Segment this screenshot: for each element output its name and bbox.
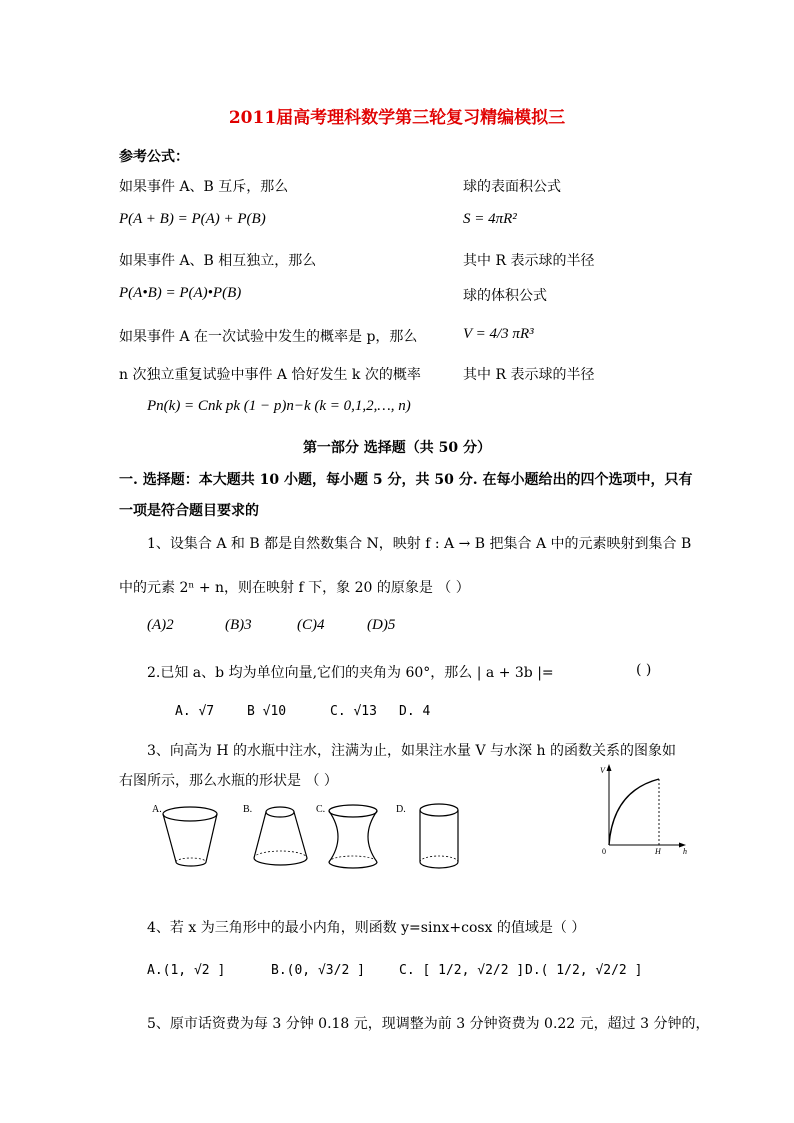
graph-x-label: h	[683, 847, 687, 855]
q5-stem: 5、原市话资费为每 3 分钟 0.18 元，现调整为前 3 分钟资费为 0.22 元，超过 3 分钟的，	[147, 1016, 710, 1032]
bottle-option-a	[152, 804, 217, 866]
sphere-radius-note-1: 其中 R 表示球的半径	[463, 253, 595, 269]
q2-option-a: A. √7	[175, 704, 215, 719]
q3-line1: 3、向高为 H 的水瓶中注水，注满为止，如果注水量 V 与水深 h 的函数关系的图象如	[147, 743, 676, 759]
q1-option-b: (B)3	[225, 617, 252, 633]
formula-bernoulli: Pn(k) = Cnk pk (1 − p)n−k (k = 0,1,2,…, n)	[147, 398, 411, 414]
q2-option-d: D. 4	[399, 704, 431, 719]
q4-stem: 4、若 x 为三角形中的最小内角，则函数 y=sinx+cosx 的值域是（ ）	[147, 920, 586, 936]
formula-independent: P(A•B) = P(A)•P(B)	[119, 285, 242, 301]
formulas-heading: 参考公式：	[119, 149, 189, 165]
q2-option-c: C. √13	[330, 704, 377, 719]
bottle-label-b: B.	[243, 804, 253, 815]
q2-stem: 2.已知 a、b 均为单位向量,它们的夹角为 60°，那么 | a + 3b |=	[147, 665, 554, 681]
sphere-volume-formula: V = 4/3 πR³	[463, 326, 534, 342]
sphere-surface-label: 球的表面积公式	[463, 179, 561, 195]
q3-bottle-shapes	[150, 800, 460, 875]
sphere-volume-label: 球的体积公式	[463, 288, 547, 304]
graph-y-label: V	[600, 766, 605, 775]
bottle-option-d	[396, 804, 458, 868]
bottle-label-c: C.	[316, 804, 326, 815]
q2-option-b: B √10	[247, 704, 287, 719]
graph-h-mark: H	[655, 847, 661, 855]
volume-curve	[609, 779, 659, 845]
formula-mutex-text: 如果事件 A、B 互斥，那么	[119, 179, 289, 195]
q1-line2: 中的元素 2ⁿ + n，则在映射 f 下，象 20 的原象是 （ ）	[119, 580, 470, 596]
formula-independent-text: 如果事件 A、B 相互独立，那么	[119, 253, 317, 269]
q1-option-a: (A)2	[147, 617, 174, 633]
q4-option-a: A.(1, √2 ]	[147, 963, 226, 978]
sphere-surface-formula: S = 4πR²	[463, 211, 517, 227]
formula-mutex: P(A + B) = P(A) + P(B)	[119, 211, 266, 227]
sphere-radius-note-2: 其中 R 表示球的半径	[463, 367, 595, 383]
bottle-option-c	[316, 804, 377, 868]
formula-prob-text: 如果事件 A 在一次试验中发生的概率是 p，那么	[119, 329, 418, 345]
q3-line2: 右图所示，那么水瓶的形状是 （ ）	[119, 773, 338, 789]
page-title: 2011届高考理科数学第三轮复习精编模拟三	[228, 108, 566, 128]
q4-option-c: C. [ 1/2, √2/2 ]	[399, 963, 525, 978]
q3-volume-height-graph	[595, 763, 690, 855]
q4-option-d: D.( 1/2, √2/2 ]	[525, 963, 643, 978]
q1-option-d: (D)5	[367, 617, 396, 633]
part1-instruction-2: 一项是符合题目要求的	[119, 503, 259, 519]
q1-line1: 1、设集合 A 和 B 都是自然数集合 N，映射 f : A → B 把集合 A 中的元素映射到集合 B	[147, 536, 692, 552]
q1-option-c: (C)4	[297, 617, 325, 633]
graph-origin-label: 0	[602, 847, 606, 855]
formula-bernoulli-text: n 次独立重复试验中事件 A 恰好发生 k 次的概率	[119, 367, 421, 383]
q4-option-b: B.(0, √3/2 ]	[271, 963, 365, 978]
bottle-label-d: D.	[396, 804, 406, 815]
bottle-option-b	[243, 804, 307, 865]
part1-heading: 第一部分 选择题（共 50 分）	[302, 440, 492, 456]
bottle-label-a: A.	[152, 804, 162, 815]
q2-paren: ( )	[636, 662, 652, 678]
part1-instruction-1: 一. 选择题：本大题共 10 小题，每小题 5 分，共 50 分. 在每小题给出的四个选项中，只有	[119, 472, 693, 488]
